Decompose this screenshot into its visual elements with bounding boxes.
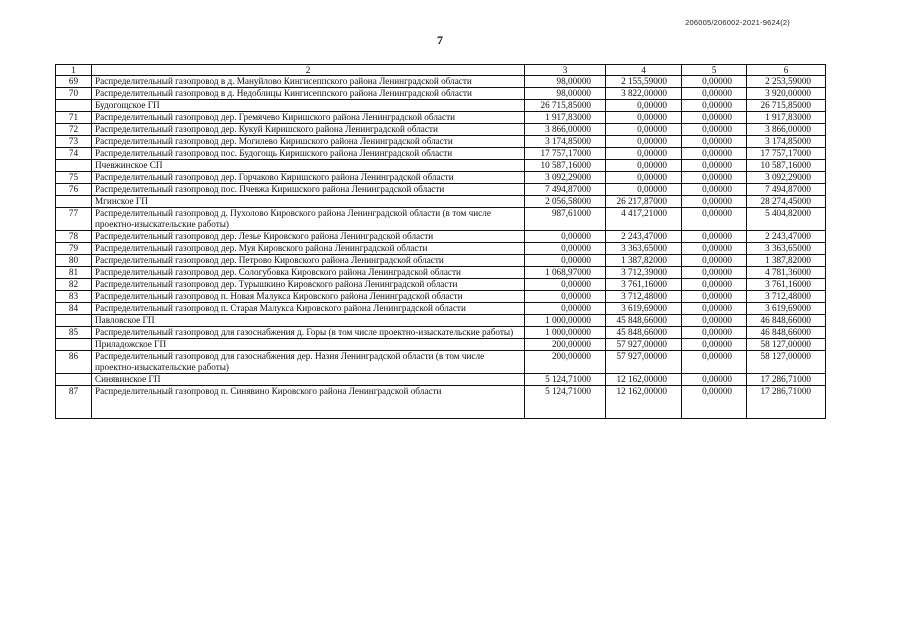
value-col6: 17 286,71000 (747, 386, 826, 419)
subtotal-row (56, 196, 826, 208)
row-number: 81 (56, 267, 92, 279)
subtotal-row (56, 100, 826, 112)
value-col6: 3 092,29000 (747, 172, 826, 184)
value-col6: 46 848,66000 (747, 327, 826, 339)
object-name: Распределительный газопровод пос. Будогощь Киришского района Ленинградской области (92, 148, 525, 160)
value-col6: 3 866,00000 (747, 124, 826, 136)
value-col4: 26 217,87000 (606, 196, 682, 208)
table-row (56, 231, 826, 243)
row-number: 86 (56, 351, 92, 374)
value-col3: 200,00000 (525, 351, 606, 374)
value-col4: 3 712,48000 (606, 291, 682, 303)
value-col5: 0,00000 (682, 386, 747, 419)
value-col5: 0,00000 (682, 112, 747, 124)
object-name: Распределительный газопровод дер. Турышкино Кировского района Ленинградской области (92, 279, 525, 291)
value-col3: 987,61000 (525, 208, 606, 231)
row-number: 79 (56, 243, 92, 255)
value-col6: 3 761,16000 (747, 279, 826, 291)
value-col4: 1 387,82000 (606, 255, 682, 267)
row-number: 80 (56, 255, 92, 267)
value-col5: 0,00000 (682, 291, 747, 303)
table-row (56, 172, 826, 184)
object-name: Распределительный газопровод п. Синявино Кировского района Ленинградской области (92, 386, 525, 419)
value-col3: 0,00000 (525, 303, 606, 315)
value-col6: 4 781,36000 (747, 267, 826, 279)
column-header: 1 (56, 65, 92, 76)
object-name: Распределительный газопровод дер. Горчаково Киришского района Ленинградской области (92, 172, 525, 184)
value-col6: 26 715,85000 (747, 100, 826, 112)
value-col5: 0,00000 (682, 231, 747, 243)
row-number: 75 (56, 172, 92, 184)
table-row (56, 184, 826, 196)
object-name: Будогощское ГП (92, 100, 525, 112)
value-col6: 10 587,16000 (747, 160, 826, 172)
value-col3: 0,00000 (525, 243, 606, 255)
value-col4: 0,00000 (606, 172, 682, 184)
value-col4: 45 848,66000 (606, 327, 682, 339)
column-header: 4 (606, 65, 682, 76)
value-col4: 0,00000 (606, 184, 682, 196)
value-col5: 0,00000 (682, 172, 747, 184)
object-name: Распределительный газопровод для газоснабжения д. Горы (в том числе проектно-изыскательские работы) (92, 327, 525, 339)
table-header-row (56, 65, 826, 76)
subtotal-row (56, 160, 826, 172)
value-col6: 28 274,45000 (747, 196, 826, 208)
value-col5: 0,00000 (682, 100, 747, 112)
table-row (56, 148, 826, 160)
object-name: Синявинское ГП (92, 374, 525, 386)
value-col4: 12 162,00000 (606, 386, 682, 419)
value-col6: 58 127,00000 (747, 339, 826, 351)
value-col6: 58 127,00000 (747, 351, 826, 374)
value-col3: 7 494,87000 (525, 184, 606, 196)
value-col4: 57 927,00000 (606, 339, 682, 351)
value-col4: 0,00000 (606, 148, 682, 160)
object-name: Мгинское ГП (92, 196, 525, 208)
column-header: 6 (747, 65, 826, 76)
value-col3: 5 124,71000 (525, 374, 606, 386)
row-number (56, 374, 92, 386)
value-col5: 0,00000 (682, 160, 747, 172)
row-number: 70 (56, 88, 92, 100)
page-number: 7 (437, 33, 443, 47)
row-number (56, 315, 92, 327)
row-number: 77 (56, 208, 92, 231)
table-row (56, 124, 826, 136)
table-row (56, 243, 826, 255)
value-col4: 45 848,66000 (606, 315, 682, 327)
value-col5: 0,00000 (682, 148, 747, 160)
value-col3: 1 068,97000 (525, 267, 606, 279)
object-name: Распределительный газопровод п. Старая Малукса Кировского района Ленинградской области (92, 303, 525, 315)
value-col6: 2 243,47000 (747, 231, 826, 243)
value-col6: 3 174,85000 (747, 136, 826, 148)
value-col4: 0,00000 (606, 136, 682, 148)
value-col3: 98,00000 (525, 88, 606, 100)
value-col3: 10 587,16000 (525, 160, 606, 172)
object-name: Пчевжинское СП (92, 160, 525, 172)
value-col4: 0,00000 (606, 160, 682, 172)
object-name: Приладожское ГП (92, 339, 525, 351)
object-name: Распределительный газопровод дер. Сологубовка Кировского района Ленинградской области (92, 267, 525, 279)
value-col6: 17 286,71000 (747, 374, 826, 386)
value-col3: 3 866,00000 (525, 124, 606, 136)
value-col4: 2 155,59000 (606, 76, 682, 88)
value-col6: 1 387,82000 (747, 255, 826, 267)
value-col5: 0,00000 (682, 243, 747, 255)
value-col4: 0,00000 (606, 124, 682, 136)
row-number: 76 (56, 184, 92, 196)
value-col6: 5 404,82000 (747, 208, 826, 231)
value-col5: 0,00000 (682, 267, 747, 279)
value-col5: 0,00000 (682, 76, 747, 88)
value-col5: 0,00000 (682, 303, 747, 315)
table-row (56, 255, 826, 267)
value-col4: 3 712,39000 (606, 267, 682, 279)
table-row (56, 303, 826, 315)
value-col4: 3 619,69000 (606, 303, 682, 315)
object-name: Распределительный газопровод дер. Петрово Кировского района Ленинградской области (92, 255, 525, 267)
value-col5: 0,00000 (682, 88, 747, 100)
value-col3: 26 715,85000 (525, 100, 606, 112)
value-col6: 17 757,17000 (747, 148, 826, 160)
object-name: Распределительный газопровод дер. Муя Кировского района Ленинградской области (92, 243, 525, 255)
row-number: 69 (56, 76, 92, 88)
value-col3: 0,00000 (525, 255, 606, 267)
value-col4: 2 243,47000 (606, 231, 682, 243)
row-number: 72 (56, 124, 92, 136)
value-col6: 2 253,59000 (747, 76, 826, 88)
table-row (56, 327, 826, 339)
row-number: 82 (56, 279, 92, 291)
value-col4: 12 162,00000 (606, 374, 682, 386)
value-col5: 0,00000 (682, 184, 747, 196)
document-code: 206005/206002-2021-9624(2) (685, 18, 790, 27)
value-col5: 0,00000 (682, 255, 747, 267)
row-number (56, 339, 92, 351)
value-col3: 200,00000 (525, 339, 606, 351)
column-header: 2 (92, 65, 525, 76)
row-number: 83 (56, 291, 92, 303)
value-col6: 3 920,00000 (747, 88, 826, 100)
row-number: 73 (56, 136, 92, 148)
table-row (56, 279, 826, 291)
value-col5: 0,00000 (682, 327, 747, 339)
budget-table (55, 64, 826, 419)
object-name: Распределительный газопровод дер. Гремячево Киришского района Ленинградской области (92, 112, 525, 124)
table-row (56, 112, 826, 124)
value-col5: 0,00000 (682, 124, 747, 136)
value-col6: 46 848,66000 (747, 315, 826, 327)
table-row (56, 76, 826, 88)
value-col5: 0,00000 (682, 208, 747, 231)
table-row (56, 136, 826, 148)
row-number: 78 (56, 231, 92, 243)
value-col5: 0,00000 (682, 374, 747, 386)
table-row (56, 267, 826, 279)
value-col3: 1 917,83000 (525, 112, 606, 124)
value-col6: 3 619,69000 (747, 303, 826, 315)
value-col5: 0,00000 (682, 196, 747, 208)
column-header: 3 (525, 65, 606, 76)
value-col4: 3 822,00000 (606, 88, 682, 100)
value-col5: 0,00000 (682, 279, 747, 291)
row-number (56, 100, 92, 112)
value-col3: 3 174,85000 (525, 136, 606, 148)
object-name: Распределительный газопровод п. Новая Малукса Кировского района Ленинградской области (92, 291, 525, 303)
value-col6: 1 917,83000 (747, 112, 826, 124)
object-name: Распределительный газопровод в д. Недоблицы Кингисеппского района Ленинградской области (92, 88, 525, 100)
table-row (56, 386, 826, 419)
object-name: Распределительный газопровод пос. Пчевжа Киришского района Ленинградской области (92, 184, 525, 196)
row-number (56, 160, 92, 172)
row-number: 71 (56, 112, 92, 124)
value-col4: 4 417,21000 (606, 208, 682, 231)
value-col3: 2 056,58000 (525, 196, 606, 208)
subtotal-row (56, 339, 826, 351)
object-name: Распределительный газопровод для газоснабжения дер. Назия Ленинградской области (в том числе проектно-изыскательские работы) (92, 351, 525, 374)
value-col4: 57 927,00000 (606, 351, 682, 374)
value-col4: 0,00000 (606, 100, 682, 112)
table-row (56, 291, 826, 303)
row-number: 74 (56, 148, 92, 160)
value-col6: 3 363,65000 (747, 243, 826, 255)
value-col5: 0,00000 (682, 315, 747, 327)
row-number: 84 (56, 303, 92, 315)
object-name: Павловское ГП (92, 315, 525, 327)
value-col6: 3 712,48000 (747, 291, 826, 303)
value-col5: 0,00000 (682, 339, 747, 351)
subtotal-row (56, 374, 826, 386)
object-name: Распределительный газопровод дер. Могилево Киришского района Ленинградской области (92, 136, 525, 148)
value-col3: 3 092,29000 (525, 172, 606, 184)
value-col3: 0,00000 (525, 291, 606, 303)
value-col4: 3 363,65000 (606, 243, 682, 255)
column-header: 5 (682, 65, 747, 76)
value-col5: 0,00000 (682, 351, 747, 374)
value-col6: 7 494,87000 (747, 184, 826, 196)
row-number: 87 (56, 386, 92, 419)
value-col4: 0,00000 (606, 112, 682, 124)
row-number: 85 (56, 327, 92, 339)
value-col3: 1 000,00000 (525, 327, 606, 339)
object-name: Распределительный газопровод дер. Лезье Кировского района Ленинградской области (92, 231, 525, 243)
value-col3: 17 757,17000 (525, 148, 606, 160)
row-number (56, 196, 92, 208)
object-name: Распределительный газопровод д. Пухолово Кировского района Ленинградской области (в том числе проектно-изыскательские работы) (92, 208, 525, 231)
value-col3: 1 000,00000 (525, 315, 606, 327)
table-row (56, 88, 826, 100)
value-col4: 3 761,16000 (606, 279, 682, 291)
value-col3: 0,00000 (525, 231, 606, 243)
value-col3: 5 124,71000 (525, 386, 606, 419)
value-col3: 0,00000 (525, 279, 606, 291)
object-name: Распределительный газопровод дер. Кукуй Киришского района Ленинградской области (92, 124, 525, 136)
value-col3: 98,00000 (525, 76, 606, 88)
value-col5: 0,00000 (682, 136, 747, 148)
table-row (56, 351, 826, 374)
subtotal-row (56, 315, 826, 327)
table-row (56, 208, 826, 231)
object-name: Распределительный газопровод в д. Мануйлово Кингисеппского района Ленинградской области (92, 76, 525, 88)
